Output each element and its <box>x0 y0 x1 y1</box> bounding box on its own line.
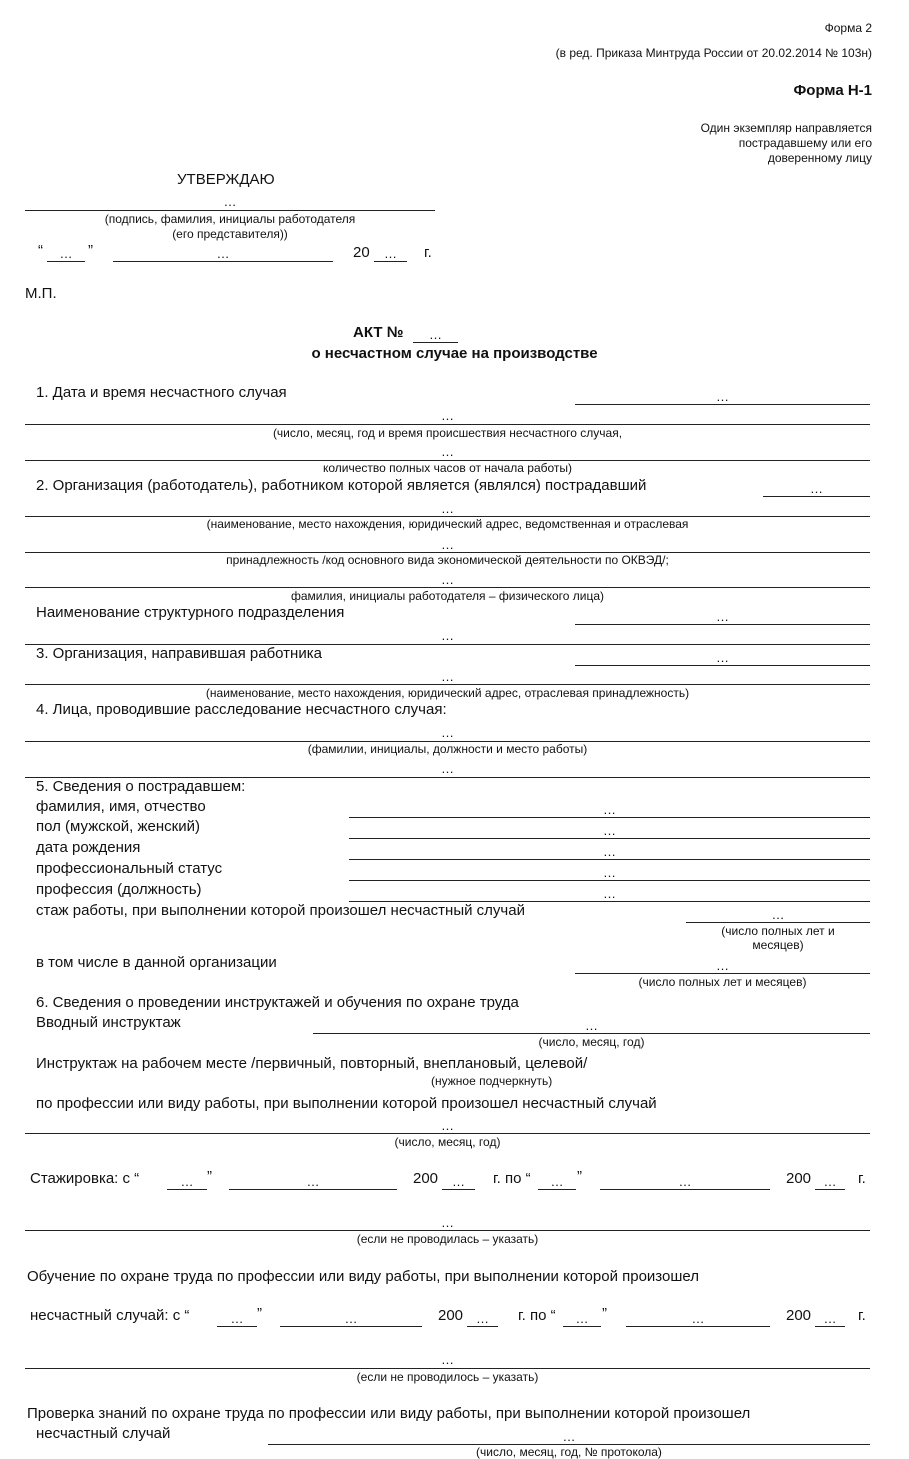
approve-day-value[interactable]: … <box>59 246 73 261</box>
internship-to-year-value[interactable]: … <box>823 1174 837 1189</box>
victim-experience-caption-2: месяцев) <box>752 938 804 952</box>
training-from-year-prefix: 200 <box>438 1307 464 1324</box>
item-3-value[interactable]: … <box>716 650 729 665</box>
profession-briefing-caption: (число, месяц, год) <box>394 1135 501 1149</box>
intro-briefing-line <box>313 1033 870 1034</box>
victim-profession-value[interactable]: … <box>603 886 616 901</box>
internship-from-month-value[interactable]: … <box>306 1174 320 1189</box>
victim-status-label: профессиональный статус <box>36 860 223 877</box>
check-caption: (число, месяц, год, № протокола) <box>476 1445 662 1459</box>
intro-briefing-label: Вводный инструктаж <box>36 1014 181 1031</box>
victim-sex-value[interactable]: … <box>603 823 616 838</box>
item-2-label: 2. Организация (работодатель), работником которой является (являлся) пострадавший <box>36 477 647 494</box>
internship-g-po: г. по “ <box>493 1170 531 1187</box>
copy-note-2: пострадавшему или его <box>738 136 872 150</box>
internship-caption: (если не проводилась – указать) <box>356 1232 539 1246</box>
act-number-value[interactable]: … <box>429 327 442 342</box>
approve-title: УТВЕРЖДАЮ <box>177 171 275 188</box>
training-from-month-line <box>280 1326 422 1327</box>
victim-experience-value[interactable]: … <box>771 907 785 922</box>
training-to-day-value[interactable]: … <box>575 1311 589 1326</box>
profession-briefing-line <box>25 1133 870 1134</box>
internship-to-day-line <box>538 1189 576 1190</box>
internship-from-day-value[interactable]: … <box>180 1174 194 1189</box>
item-2-value[interactable]: … <box>810 481 823 496</box>
victim-status-line <box>349 880 870 881</box>
training-from-day-value[interactable]: … <box>230 1311 244 1326</box>
act-title: АКТ № <box>353 324 404 341</box>
training-quote-close-2: ” <box>602 1305 607 1322</box>
item-2-caption-3: фамилия, инициалы работодателя – физического лица) <box>290 589 605 603</box>
item-2-caption-2: принадлежность /код основного вида экономической деятельности по ОКВЭД/; <box>226 553 669 567</box>
victim-sex-line <box>349 838 870 839</box>
approve-year-prefix: 20 <box>353 244 370 261</box>
internship-g: г. <box>858 1170 866 1187</box>
item-2-line <box>763 496 870 497</box>
check-value[interactable]: … <box>562 1429 576 1444</box>
item-2-value-4[interactable]: … <box>441 572 454 587</box>
victim-experience-line <box>686 922 870 923</box>
item-4-value-2[interactable]: … <box>441 761 454 776</box>
victim-status-value[interactable]: … <box>603 865 616 880</box>
training-from-month-value[interactable]: … <box>344 1311 358 1326</box>
approve-day-line <box>47 261 85 262</box>
copy-note-3: доверенному лицу <box>767 151 872 165</box>
internship-quote-close-1: ” <box>207 1168 212 1185</box>
unit-label: Наименование структурного подразделения <box>36 604 345 621</box>
victim-name-line <box>349 817 870 818</box>
item-4-caption: (фамилии, инициалы, должности и место работы) <box>307 742 588 756</box>
internship-to-year-prefix: 200 <box>786 1170 812 1187</box>
victim-profession-label: профессия (должность) <box>36 881 202 898</box>
item-3-caption: (наименование, место нахождения, юридический адрес, отраслевая принадлежность) <box>205 686 690 700</box>
victim-name-label: фамилия, имя, отчество <box>36 798 206 815</box>
item-1-value[interactable]: … <box>716 389 729 404</box>
approve-signature-value[interactable]: … <box>223 194 237 209</box>
training-g-po: г. по “ <box>518 1307 556 1324</box>
internship-note-line <box>25 1230 870 1231</box>
victim-org-experience-label: в том числе в данной организации <box>36 954 277 971</box>
internship-to-year-line <box>815 1189 845 1190</box>
item-5-label: 5. Сведения о пострадавшем: <box>36 778 246 795</box>
internship-from-month-line <box>229 1189 397 1190</box>
training-from-year-value[interactable]: … <box>476 1311 489 1326</box>
act-number-line <box>413 342 458 343</box>
item-2-caption-1: (наименование, место нахождения, юридический адрес, ведомственная и отраслевая <box>206 517 689 531</box>
training-g: г. <box>858 1307 866 1324</box>
approve-year-value[interactable]: … <box>384 246 397 261</box>
unit-value-2[interactable]: … <box>441 628 454 643</box>
victim-birth-value[interactable]: … <box>603 844 616 859</box>
intro-briefing-value[interactable]: … <box>585 1018 598 1033</box>
form-number: Форма 2 <box>824 21 872 35</box>
approve-month-value[interactable]: … <box>216 246 230 261</box>
training-to-month-value[interactable]: … <box>691 1311 705 1326</box>
unit-line <box>575 624 870 625</box>
training-to-year-value[interactable]: … <box>823 1311 837 1326</box>
internship-from-year-value[interactable]: … <box>452 1174 465 1189</box>
item-6-label: 6. Сведения о проведении инструктажей и обучения по охране труда <box>36 994 519 1011</box>
training-label-2: несчастный случай: с “ <box>30 1307 190 1324</box>
act-subtitle: о несчастном случае на производстве <box>311 345 598 362</box>
item-1-value-2[interactable]: … <box>441 408 454 423</box>
workplace-briefing-label: Инструктаж на рабочем месте /первичный, повторный, внеплановый, целевой/ <box>36 1055 588 1072</box>
item-4-value[interactable]: … <box>441 725 454 740</box>
training-from-day-line <box>217 1326 257 1327</box>
item-1-caption-2: количество полных часов от начала работы) <box>322 461 573 475</box>
date-quote-close: ” <box>88 242 93 259</box>
intro-briefing-caption: (число, месяц, год) <box>538 1035 645 1049</box>
approve-month-line <box>113 261 333 262</box>
check-label-2: несчастный случай <box>36 1425 171 1442</box>
item-1-value-3[interactable]: … <box>441 444 454 459</box>
item-2-value-3[interactable]: … <box>441 537 454 552</box>
profession-briefing-value[interactable]: … <box>441 1118 454 1133</box>
training-note-value[interactable]: … <box>441 1352 454 1367</box>
check-label-1: Проверка знаний по охране труда по профессии или виду работы, при выполнении которой произошел <box>27 1405 751 1422</box>
item-1-line-2 <box>25 424 870 425</box>
item-1-line <box>575 404 870 405</box>
victim-sex-label: пол (мужской, женский) <box>36 818 200 835</box>
internship-from-year-line <box>442 1189 475 1190</box>
internship-note-value[interactable]: … <box>441 1215 454 1230</box>
form-edition: (в ред. Приказа Минтруда России от 20.02.2014 № 103н) <box>555 46 872 60</box>
training-label-1: Обучение по охране труда по профессии или виду работы, при выполнении которой произошел <box>27 1268 699 1285</box>
item-3-label: 3. Организация, направившая работника <box>36 645 322 662</box>
internship-from-day-line <box>167 1189 207 1190</box>
victim-birth-label: дата рождения <box>36 839 141 856</box>
item-3-value-2[interactable]: … <box>441 669 454 684</box>
training-to-year-line <box>815 1326 845 1327</box>
form-code: Форма Н-1 <box>793 82 872 99</box>
item-4-label: 4. Лица, проводившие расследование несчастного случая: <box>36 701 447 718</box>
profession-briefing-label: по профессии или виду работы, при выполнении которой произошел несчастный случай <box>36 1095 657 1112</box>
victim-name-value[interactable]: … <box>603 802 616 817</box>
victim-experience-label: стаж работы, при выполнении которой произошел несчастный случай <box>36 902 525 919</box>
approve-signature-caption-1: (подпись, фамилия, инициалы работодателя <box>104 212 356 226</box>
approve-year-suffix: г. <box>424 244 432 261</box>
training-to-year-prefix: 200 <box>786 1307 812 1324</box>
seal-label: М.П. <box>25 285 57 302</box>
victim-experience-caption-1: (число полных лет и <box>721 924 835 938</box>
internship-to-day-value[interactable]: … <box>550 1174 564 1189</box>
victim-org-experience-caption: (число полных лет и месяцев) <box>638 975 807 989</box>
item-2-value-2[interactable]: … <box>441 501 454 516</box>
internship-label: Стажировка: с “ <box>30 1170 140 1187</box>
training-quote-close-1: ” <box>257 1305 262 1322</box>
item-1-label: 1. Дата и время несчастного случая <box>36 384 287 401</box>
internship-to-month-value[interactable]: … <box>678 1174 692 1189</box>
workplace-briefing-caption: (нужное подчеркнуть) <box>431 1074 553 1088</box>
unit-value[interactable]: … <box>716 609 729 624</box>
training-to-day-line <box>563 1326 601 1327</box>
training-note-line <box>25 1368 870 1369</box>
internship-to-month-line <box>600 1189 770 1190</box>
victim-birth-line <box>349 859 870 860</box>
internship-from-year-prefix: 200 <box>413 1170 439 1187</box>
training-to-month-line <box>626 1326 770 1327</box>
approve-year-line <box>374 261 407 262</box>
date-quote-open: “ <box>38 242 43 259</box>
approve-signature-line <box>25 210 435 211</box>
item-3-line-2 <box>25 684 870 685</box>
internship-quote-close-2: ” <box>577 1168 582 1185</box>
item-2-line-4 <box>25 587 870 588</box>
victim-org-experience-value[interactable]: … <box>716 958 729 973</box>
approve-signature-caption-2: (его представителя)) <box>172 227 288 241</box>
victim-org-experience-line <box>575 973 870 974</box>
training-from-year-line <box>467 1326 498 1327</box>
item-3-line <box>575 665 870 666</box>
copy-note-1: Один экземпляр направляется <box>700 121 872 135</box>
item-1-caption-1: (число, месяц, год и время происшествия несчастного случая, <box>272 426 623 440</box>
training-caption: (если не проводилось – указать) <box>356 1370 539 1384</box>
